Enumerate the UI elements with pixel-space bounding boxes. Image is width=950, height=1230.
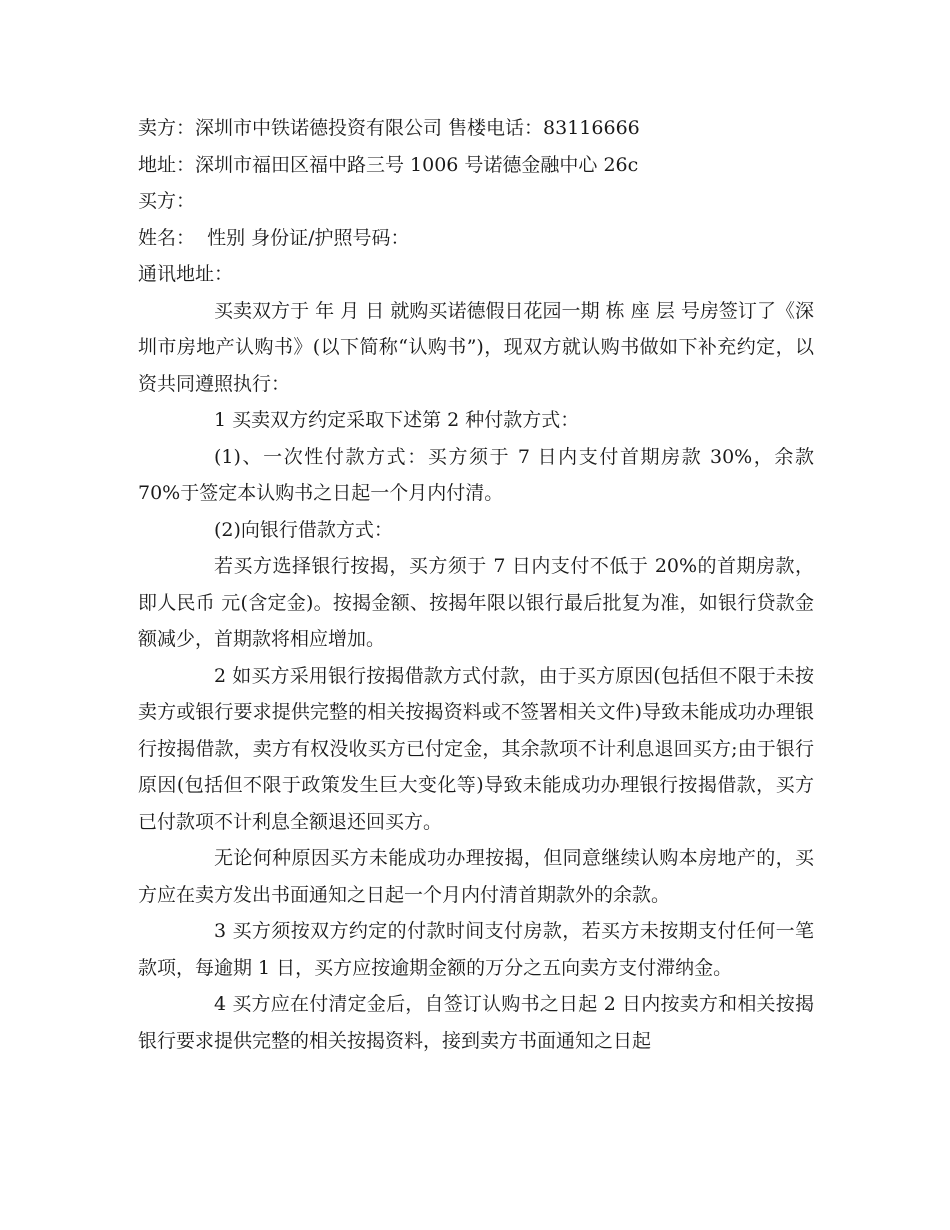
paragraph-intro: 买卖双方于 年 月 日 就购买诺德假日花园一期 栋 座 层 号房签订了《深圳市房地产认购书》(以下简称“认购书”)，现双方就认购书做如下补充约定，以资共同遵照执行： [138,299,814,395]
paragraph-option-2: (2)向银行借款方式： [214,518,393,541]
paragraph-option-1: (1)、一次性付款方式：买方须于 7 日内支付首期房款 30%，余款 70%于签定本认购书之日起一个月内付清。 [138,445,814,504]
document-body [138,110,814,1059]
paragraph-clause-1: 1 买卖双方约定采取下述第 2 种付款方式： [214,409,580,431]
seller-line: 卖方：深圳市中铁诺德投资有限公司 售楼电话：83116666 [138,117,640,139]
buyer-line: 买方： [138,190,196,212]
paragraph-mortgage: 若买方选择银行按揭，买方须于 7 日内支付不低于 20%的首期房款，即人民币 元(含定金)。按揭金额、按揭年限以银行最后批复为准，如银行贷款金额减少，首期款将相应增加。 [138,555,814,650]
paragraph-clause-4: 4 买方应在付清定金后，自签订认购书之日起 2 日内按卖方和相关按揭银行要求提供完整的相关按揭资料，接到卖方书面通知之日起 [138,993,814,1052]
name-line: 姓名： 性别 身份证/护照号码： [138,226,410,249]
contact-address-line: 通讯地址： [138,263,234,285]
paragraph-clause-2: 2 如买方采用银行按揭借款方式付款，由于买方原因(包括但不限于未按卖方或银行要求提供完整的相关按揭资料或不签署相关文件)导致未能成功办理银行按揭借款，卖方有权没收买方已付定金，其余款项不计利息退回买方;由于银行原因(包括但不限于政策发生巨大变化等)导致未能成功办理银行按揭借款，买方已付款项不计利息全额退还回买方。 [138,664,814,833]
paragraph-mortgage-failure: 无论何种原因买方未能成功办理按揭，但同意继续认购本房地产的，买方应在卖方发出书面通知之日起一个月内付清首期款外的余款。 [138,847,814,906]
paragraph-clause-3: 3 买方须按双方约定的付款时间支付房款，若买方未按期支付任何一笔款项，每逾期 1 日，买方应按逾期金额的万分之五向卖方支付滞纳金。 [138,920,814,979]
address-line: 地址：深圳市福田区福中路三号 1006 号诺德金融中心 26c [138,153,639,176]
